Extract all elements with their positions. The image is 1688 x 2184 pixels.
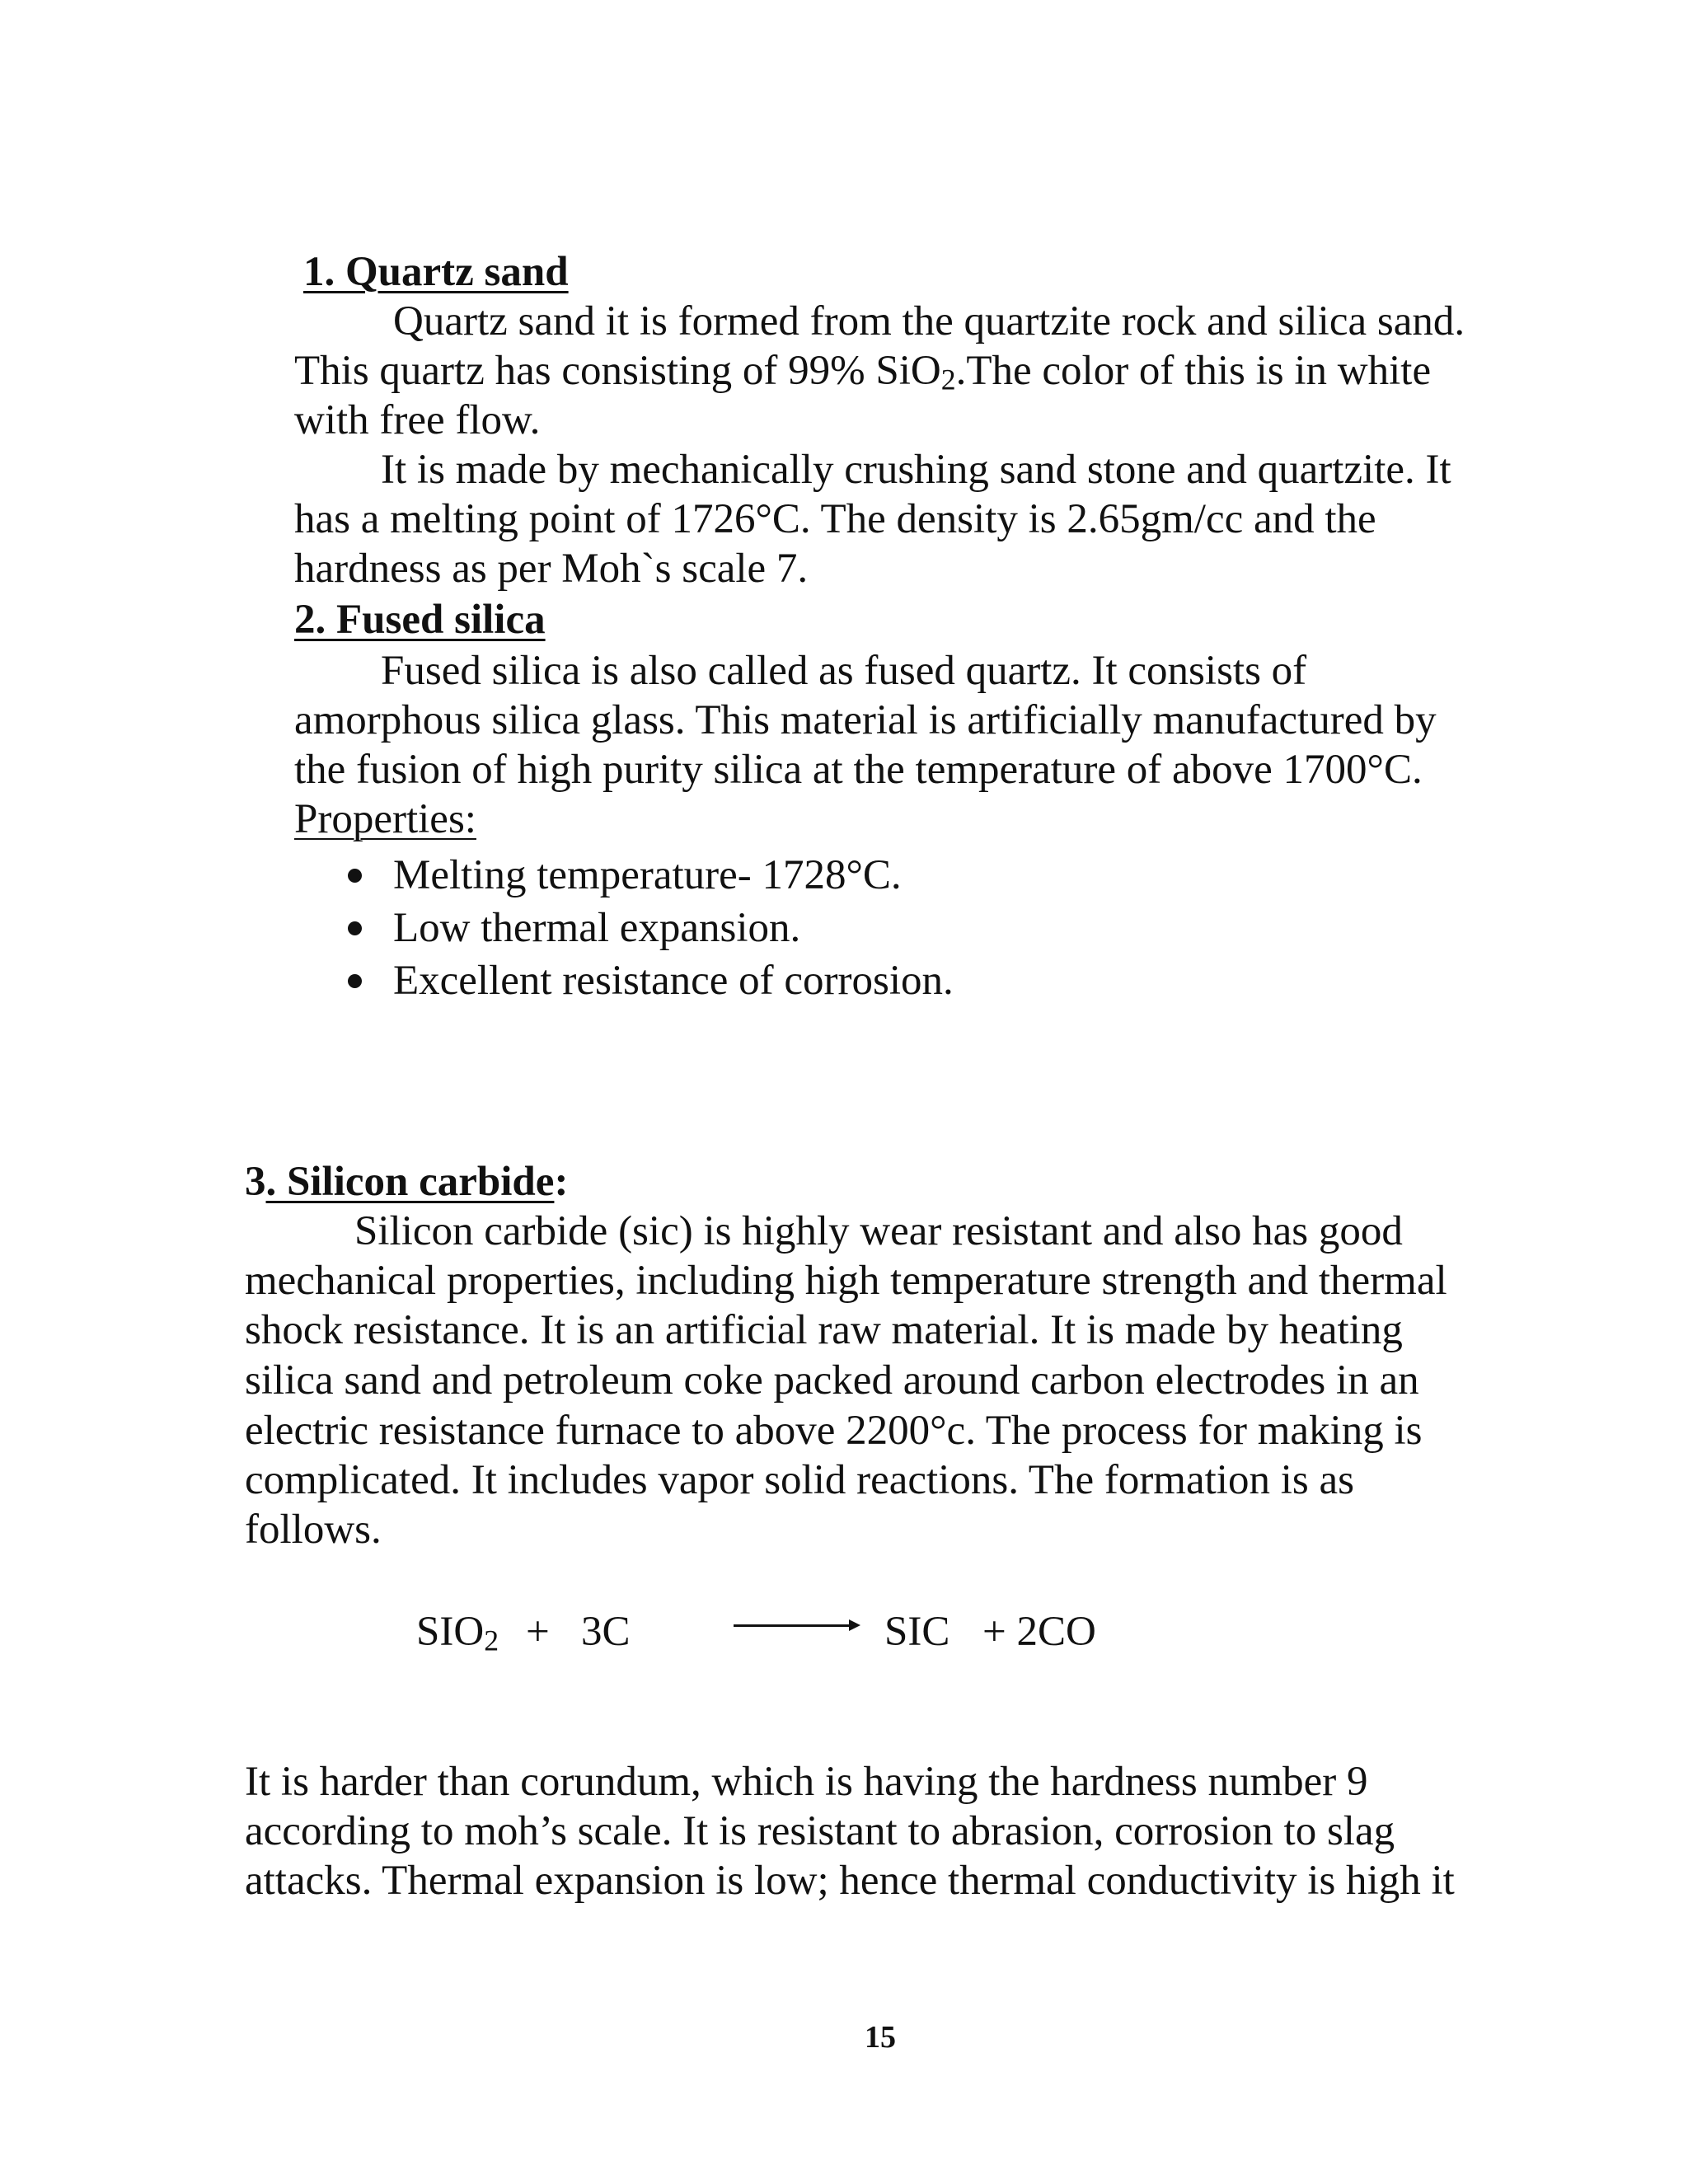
list-item: Low thermal expansion. — [393, 905, 801, 951]
paragraph-line: complicated. It includes vapor solid reactions. The formation is as — [245, 1457, 1354, 1503]
list-item: Excellent resistance of corrosion. — [393, 958, 954, 1004]
paragraph-line: has a melting point of 1726°C. The density is 2.65gm/cc and the — [294, 496, 1376, 542]
paragraph-line: electric resistance furnace to above 2200°c. The process for making is — [245, 1408, 1423, 1454]
paragraph-line: It is made by mechanically crushing sand stone and quartzite. It — [381, 447, 1451, 493]
paragraph-line: the fusion of high purity silica at the temperature of above 1700°C. — [294, 747, 1423, 793]
paragraph-line: attacks. Thermal expansion is low; hence thermal conductivity is high it — [245, 1858, 1455, 1904]
paragraph-line: Fused silica is also called as fused quartz. It consists of — [381, 648, 1307, 694]
paragraph-line: mechanical properties, including high temperature strength and thermal — [245, 1258, 1447, 1304]
paragraph-line: Silicon carbide (sic) is highly wear resistant and also has good — [354, 1208, 1403, 1254]
paragraph-line: This quartz has consisting of 99% SiO$_2$.The color of this is in white — [294, 348, 1432, 396]
list-item: Melting temperature- 1728°C. — [393, 852, 902, 898]
paragraph-line: hardness as per Moh`s scale 7. — [294, 546, 809, 592]
paragraph-line: according to moh’s scale. It is resistant to abrasion, corrosion to slag — [245, 1808, 1395, 1854]
paragraph-line: silica sand and petroleum coke packed around carbon electrodes in an — [245, 1357, 1419, 1404]
section-heading-fused-silica: 2. Fused silica — [294, 597, 546, 643]
paragraph-line: with free flow. — [294, 397, 541, 443]
paragraph-line: shock resistance. It is an artificial raw material. It is made by heating — [245, 1307, 1403, 1353]
equation-plus: + — [526, 1609, 550, 1655]
properties-label: Properties: — [294, 796, 476, 842]
equation-reactant-sio2: $SIO_2$ — [416, 1609, 499, 1657]
section-heading-silicon-carbide: 3. Silicon carbide: — [245, 1159, 569, 1205]
paragraph-line: amorphous silica glass. This material is artificially manufactured by — [294, 697, 1437, 743]
page-number: 15 — [865, 2020, 896, 2055]
equation-reactant-carbon: 3C — [581, 1609, 631, 1655]
section-heading-quartz-sand: 1. Quartz sand — [303, 249, 569, 295]
bullet-icon — [348, 974, 362, 988]
paragraph-line: follows. — [245, 1507, 382, 1553]
bullet-icon — [348, 869, 362, 883]
paragraph-line: It is harder than corundum, which is having the hardness number 9 — [245, 1759, 1368, 1805]
equation-product-sic: SIC — [884, 1609, 950, 1655]
reaction-arrow-icon — [734, 1624, 857, 1627]
equation-product-co: + 2CO — [982, 1609, 1096, 1655]
bullet-icon — [348, 921, 362, 935]
paragraph-line: Quartz sand it is formed from the quartzite rock and silica sand. — [393, 298, 1465, 344]
subscript: 2 — [940, 363, 956, 396]
